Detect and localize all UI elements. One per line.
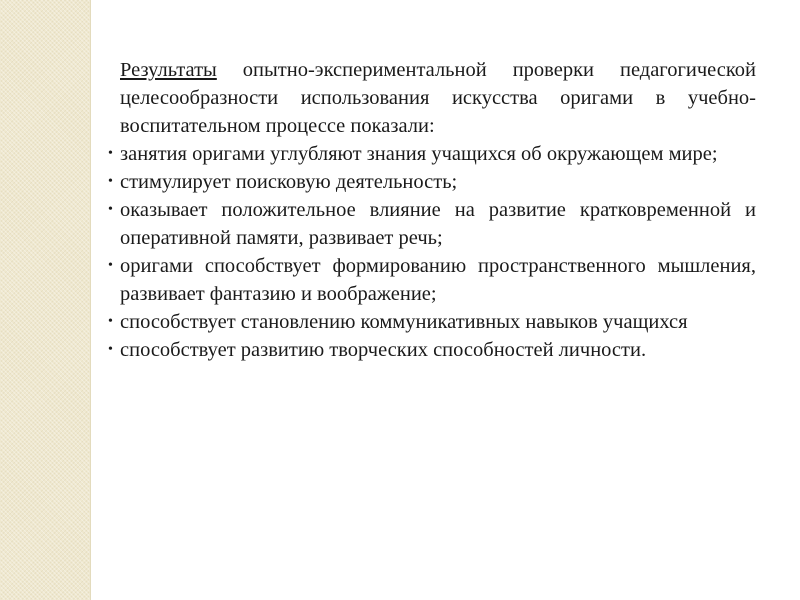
bullet-icon: • (108, 258, 113, 273)
bullet-item-text: способствует становлению коммуникативных навыков учащихся (120, 311, 688, 333)
bullet-item (108, 308, 756, 336)
bullet-item (108, 336, 756, 364)
bullet-icon: • (108, 146, 113, 161)
bullet-item-text: оказывает положительное влияние на развитие кратковременной и оперативной памяти, развивает речь; (120, 199, 756, 249)
bullet-item (108, 196, 756, 252)
slide-text-block (108, 56, 756, 364)
intro-paragraph (108, 56, 756, 140)
bullet-item-text: способствует развитию творческих способностей личности. (120, 339, 647, 361)
bullet-item (108, 252, 756, 308)
side-band-divider (90, 0, 91, 600)
bullet-item-text: стимулирует поисковую деятельность; (120, 171, 458, 193)
bullet-icon: • (108, 314, 113, 329)
bullet-list (108, 140, 756, 364)
intro-underlined-word: Результаты (120, 59, 217, 81)
bullet-item (108, 140, 756, 168)
bullet-icon: • (108, 202, 113, 217)
bullet-item-text: занятия оригами углубляют знания учащихся об окружающем мире; (120, 143, 718, 165)
bullet-item (108, 168, 756, 196)
bullet-icon: • (108, 342, 113, 357)
decorative-side-band (0, 0, 90, 600)
intro-text: опытно-экспериментальной проверки педагогической целесообразности использования искусства оригами в учебно-воспитательном процессе показали: (120, 59, 756, 137)
bullet-item-text: оригами способствует формированию пространственного мышления, развивает фантазию и воображение; (120, 255, 756, 305)
bullet-icon: • (108, 174, 113, 189)
